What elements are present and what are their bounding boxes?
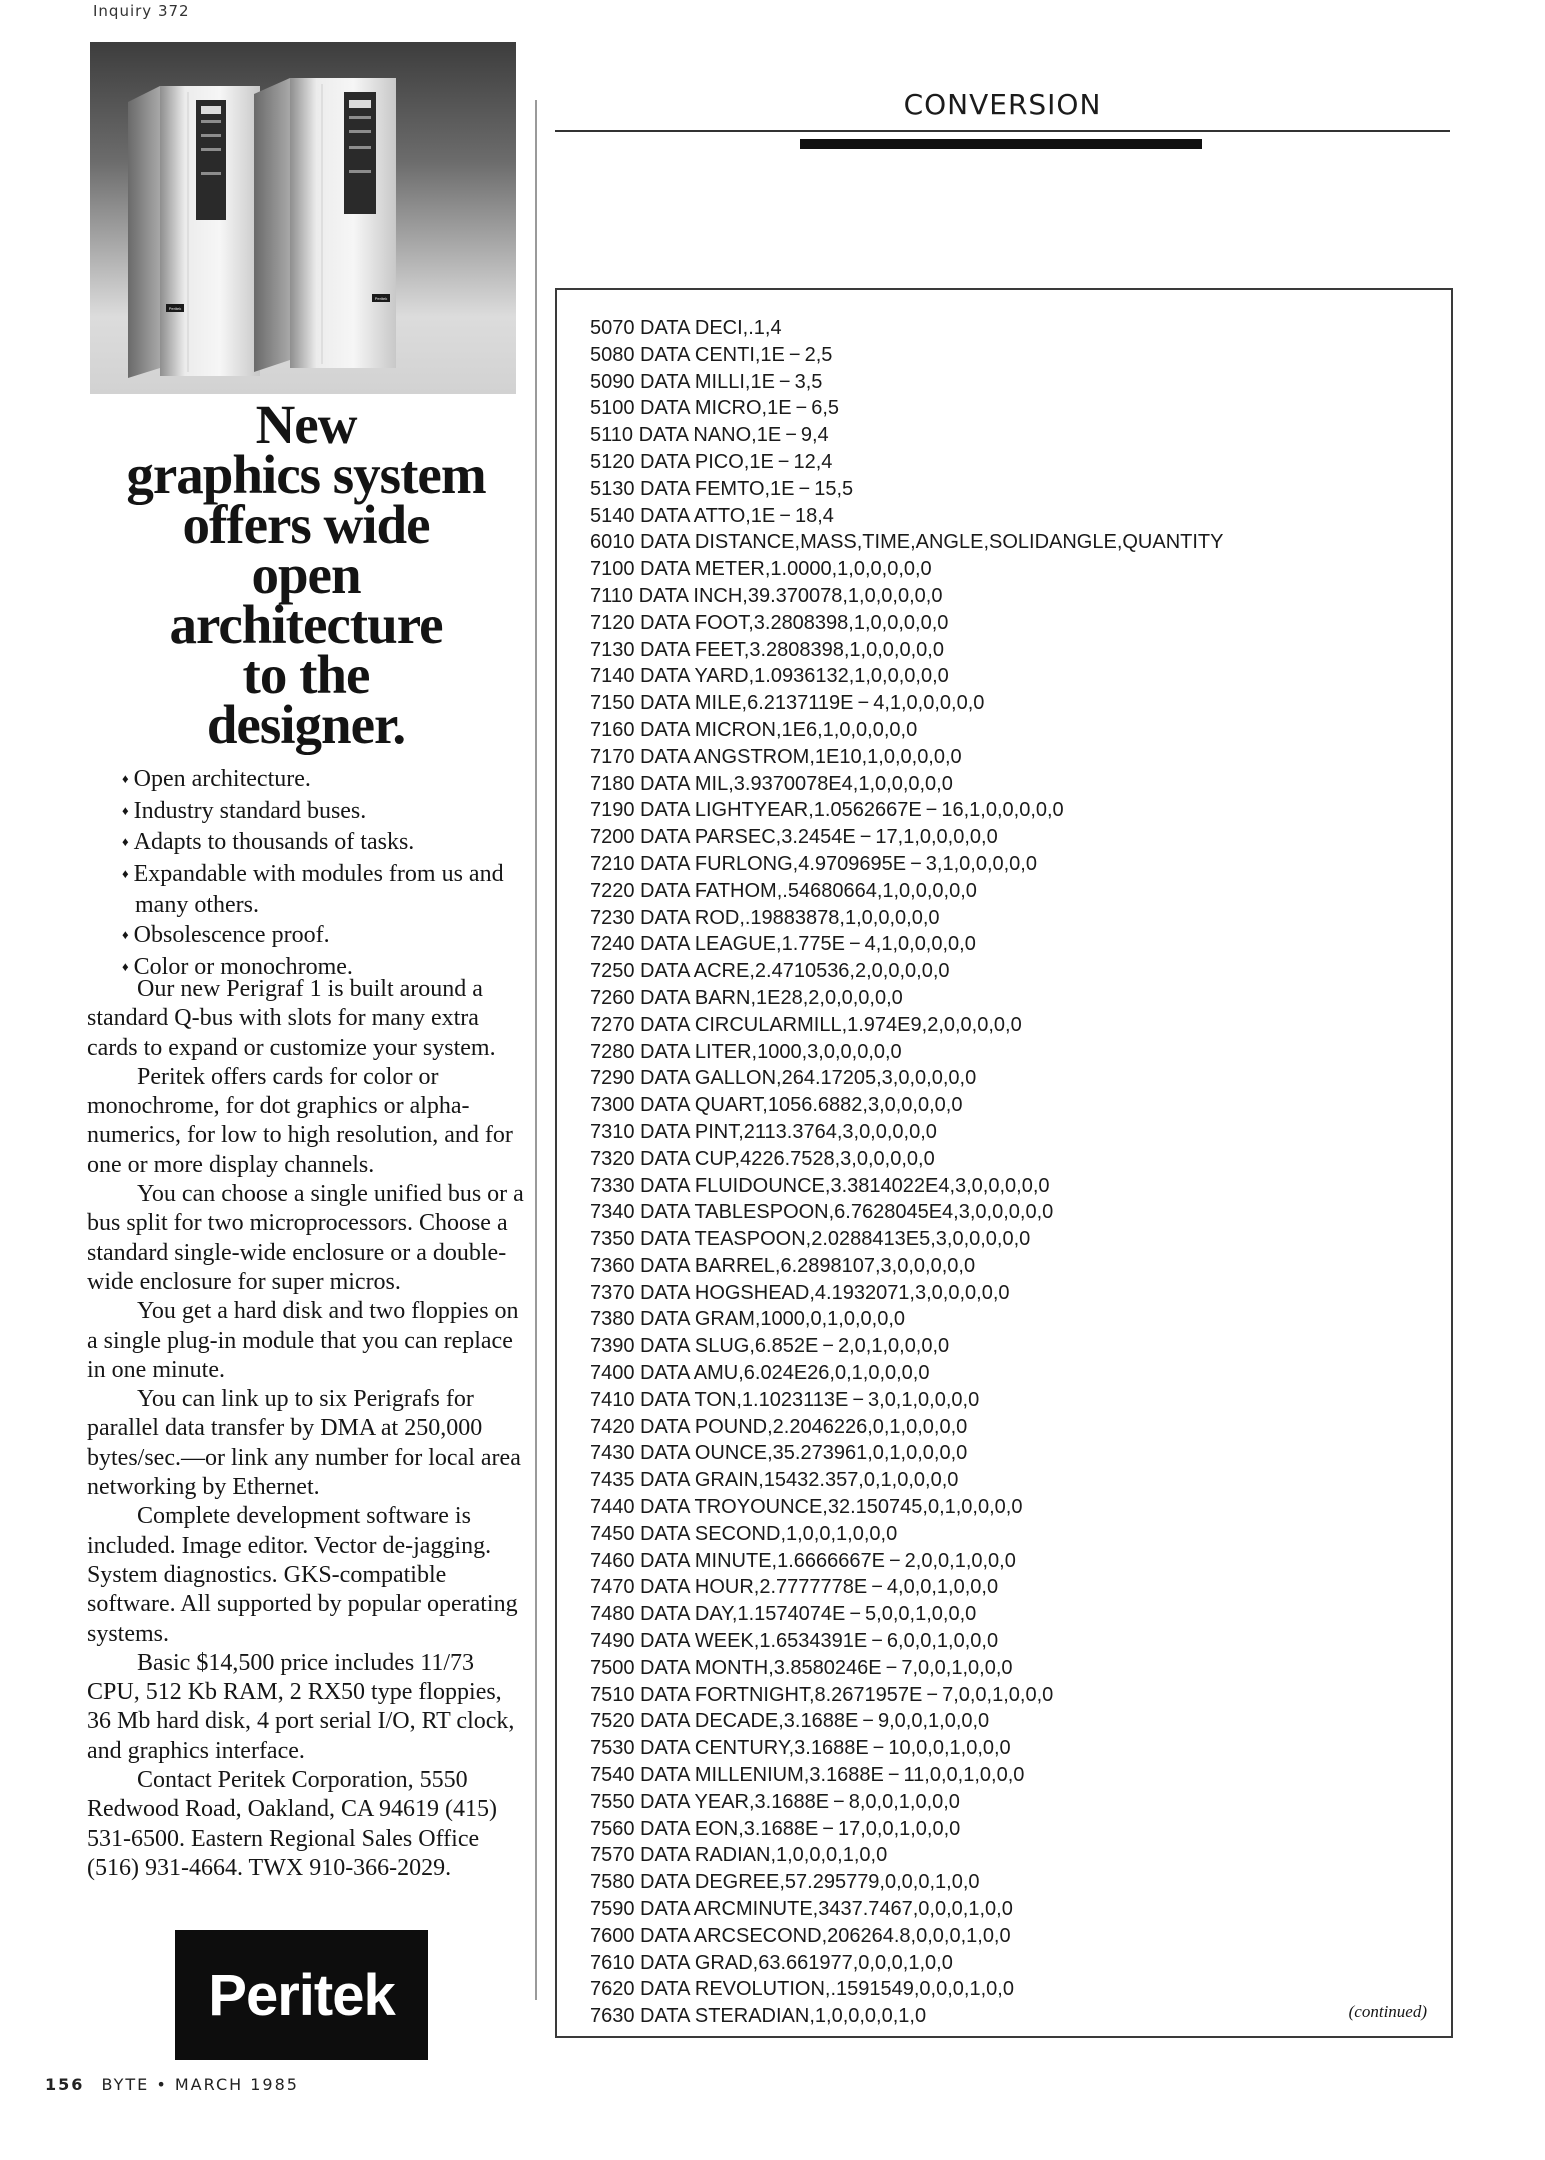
ad-headline: New graphics system offers wide open architecture to the designer. [126, 394, 486, 755]
publication-line: BYTE • MARCH 1985 [101, 2075, 299, 2094]
listing-line: 7340 DATA TABLESPOON,6.7628045E4,3,0,0,0,0,0 [590, 1201, 1054, 1224]
listing-line: 5070 DATA DECI,.1,4 [590, 317, 782, 339]
body-paragraph: Basic $14,500 price includes 11/73 CPU, 512 Kb RAM, 2 RX50 type floppies, 36 Mb hard disk, 4 port serial I/O, RT clock, and graphics interface. [87, 1649, 515, 1764]
listing-line: 7320 DATA CUP,4226.7528,3,0,0,0,0,0 [590, 1147, 935, 1170]
listing-line: 7420 DATA POUND,2.2046226,0,1,0,0,0,0 [590, 1415, 968, 1438]
listing-line: 7540 DATA MILLENIUM,3.1688E − 11,0,0,1,0,0,0 [590, 1764, 1025, 1787]
body-paragraph: You can choose a single unified bus or a bus split for two microprocessors. Choose a standard single-wide enclosure or a double-wide enclosure for super micros. [87, 1181, 524, 1295]
listing-line: 7510 DATA FORTNIGHT,8.2671957E − 7,0,0,1,0,0,0 [590, 1683, 1054, 1706]
listing-line: 7210 DATA FURLONG,4.9709695E − 3,1,0,0,0,0,0 [590, 852, 1037, 875]
page-number: 156 [45, 2075, 85, 2094]
feature-item: ♦ Adapts to thousands of tasks. [122, 828, 532, 860]
listing-line: 7300 DATA QUART,1056.6882,3,0,0,0,0,0 [590, 1094, 963, 1117]
listing-line: 5110 DATA NANO,1E − 9,4 [590, 424, 829, 447]
listing-line: 7370 DATA HOGSHEAD,4.1932071,3,0,0,0,0,0 [590, 1281, 1010, 1304]
svg-text:Peritek: Peritek [374, 296, 388, 301]
listing-line: 7190 DATA LIGHTYEAR,1.0562667E − 16,1,0,0,0,0,0 [590, 799, 1064, 822]
listing-line: 7480 DATA DAY,1.1574074E − 5,0,0,1,0,0,0 [590, 1603, 977, 1626]
listing-line: 7280 DATA LITER,1000,3,0,0,0,0,0 [590, 1040, 902, 1063]
listing-line: 7110 DATA INCH,39.370078,1,0,0,0,0,0 [590, 584, 943, 607]
listing-line: 7260 DATA BARN,1E28,2,0,0,0,0,0 [590, 986, 903, 1009]
listing-line: 5120 DATA PICO,1E − 12,4 [590, 450, 833, 473]
body-paragraph: You can link up to six Perigrafs for parallel data transfer by DMA at 250,000 bytes/sec.—or link any number for local area networking by Ethernet. [87, 1386, 521, 1501]
listing-line: 7570 DATA RADIAN,1,0,0,0,1,0,0 [590, 1844, 888, 1867]
body-paragraph: You get a hard disk and two floppies on a single plug-in module that you can replace in one minute. [87, 1298, 519, 1383]
listing-line: 5090 DATA MILLI,1E − 3,5 [590, 370, 823, 393]
listing-line: 7450 DATA SECOND,1,0,0,1,0,0,0 [590, 1522, 898, 1545]
listing-line: 7330 DATA FLUIDOUNCE,3.3814022E4,3,0,0,0,0,0 [590, 1174, 1050, 1197]
inquiry-number: Inquiry 372 [93, 2, 190, 20]
listing-line: 7530 DATA CENTURY,3.1688E − 10,0,0,1,0,0,0 [590, 1737, 1011, 1760]
listing-line: 7580 DATA DEGREE,57.295779,0,0,0,1,0,0 [590, 1871, 980, 1894]
ad-body-copy [87, 975, 527, 1883]
listing-line: 7560 DATA EON,3.1688E − 17,0,0,1,0,0,0 [590, 1817, 961, 1840]
page-footer [45, 2075, 299, 2094]
feature-item: ♦ Industry standard buses. [122, 797, 532, 829]
listing-line: 7520 DATA DECADE,3.1688E − 9,0,0,1,0,0,0 [590, 1710, 990, 1733]
program-listing [555, 288, 1453, 2038]
title-bar [800, 139, 1202, 149]
body-paragraph: Peritek offers cards for color or monochrome, for dot graphics or alpha-numerics, for low to high resolution, and for one or more display channels. [87, 1063, 513, 1178]
feature-item: ♦ Expandable with modules from us and many others. [122, 860, 532, 921]
column-divider [535, 100, 537, 2000]
listing-line: 7400 DATA AMU,6.024E26,0,1,0,0,0,0 [590, 1362, 930, 1385]
listing-line: 7150 DATA MILE,6.2137119E − 4,1,0,0,0,0,0 [590, 692, 985, 715]
listing-line: 7470 DATA HOUR,2.7777778E − 4,0,0,1,0,0,0 [590, 1576, 999, 1599]
title-rule [555, 130, 1450, 132]
listing-line: 7390 DATA SLUG,6.852E − 2,0,1,0,0,0,0 [590, 1335, 950, 1358]
feature-list [122, 765, 532, 984]
left-enclosure [128, 86, 260, 378]
listing-line: 7130 DATA FEET,3.2808398,1,0,0,0,0,0 [590, 638, 944, 661]
listing-line: 7380 DATA GRAM,1000,0,1,0,0,0,0 [590, 1308, 905, 1331]
listing-line: 7350 DATA TEASPOON,2.0288413E5,3,0,0,0,0,0 [590, 1228, 1031, 1251]
listing-line: 7600 DATA ARCSECOND,206264.8,0,0,0,1,0,0 [590, 1924, 1011, 1947]
listing-line: 7430 DATA OUNCE,35.273961,0,1,0,0,0,0 [590, 1442, 968, 1465]
listing-line: 7170 DATA ANGSTROM,1E10,1,0,0,0,0,0 [590, 745, 962, 768]
listing-lines [590, 315, 1224, 2030]
body-paragraph: Our new Perigraf 1 is built around a standard Q-bus with slots for many extra cards to expand or customize your system. [87, 976, 496, 1061]
listing-line: 7440 DATA TROYOUNCE,32.150745,0,1,0,0,0,0 [590, 1496, 1023, 1519]
listing-line: 7290 DATA GALLON,264.17205,3,0,0,0,0,0 [590, 1067, 977, 1090]
listing-line: 7360 DATA BARREL,6.2898107,3,0,0,0,0,0 [590, 1254, 976, 1277]
peritek-logo: Peritek [175, 1930, 428, 2060]
listing-line: 7435 DATA GRAIN,15432.357,0,1,0,0,0,0 [590, 1469, 959, 1492]
product-photo [90, 42, 516, 394]
listing-line: 5140 DATA ATTO,1E − 18,4 [590, 504, 834, 527]
listing-line: 6010 DATA DISTANCE,MASS,TIME,ANGLE,SOLIDANGLE,QUANTITY [590, 531, 1224, 554]
listing-line: 7620 DATA REVOLUTION,.1591549,0,0,0,1,0,0 [590, 1978, 1014, 2001]
listing-line: 7220 DATA FATHOM,.54680664,1,0,0,0,0,0 [590, 879, 977, 902]
listing-line: 7270 DATA CIRCULARMILL,1.974E9,2,0,0,0,0,0 [590, 1013, 1022, 1036]
listing-line: 7500 DATA MONTH,3.8580246E − 7,0,0,1,0,0,0 [590, 1656, 1013, 1679]
listing-line: 5100 DATA MICRO,1E − 6,5 [590, 397, 840, 420]
feature-item: ♦ Color or monochrome. [122, 953, 532, 985]
listing-line: 7460 DATA MINUTE,1.6666667E − 2,0,0,1,0,0,0 [590, 1549, 1016, 1572]
listing-line: 7120 DATA FOOT,3.2808398,1,0,0,0,0,0 [590, 611, 949, 634]
listing-line: 7180 DATA MIL,3.9370078E4,1,0,0,0,0,0 [590, 772, 953, 795]
listing-line: 7550 DATA YEAR,3.1688E − 8,0,0,1,0,0,0 [590, 1790, 960, 1813]
continued-note: (continued) [1348, 2002, 1427, 2021]
listing-line: 7250 DATA ACRE,2.4710536,2,0,0,0,0,0 [590, 960, 950, 983]
feature-item: ♦ Obsolescence proof. [122, 921, 532, 953]
right-enclosure [254, 78, 396, 372]
listing-line: 7610 DATA GRAD,63.661977,0,0,0,1,0,0 [590, 1951, 953, 1974]
listing-line: 7100 DATA METER,1.0000,1,0,0,0,0,0 [590, 558, 932, 581]
body-paragraph: Contact Peritek Corporation, 5550 Redwood Road, Oakland, CA 94619 (415) 531-6500. Eastern Regional Sales Office (516) 931-4664. TWX 910-366-2029. [87, 1767, 497, 1881]
listing-line: 7230 DATA ROD,.19883878,1,0,0,0,0,0 [590, 906, 940, 929]
listing-line: 5080 DATA CENTI,1E − 2,5 [590, 343, 833, 366]
body-paragraph: Complete development software is included. Image editor. Vector de-jagging. System diagnostics. GKS-compatible software. All supported by popular operating systems. [87, 1503, 518, 1647]
listing-line: 7310 DATA PINT,2113.3764,3,0,0,0,0,0 [590, 1120, 937, 1143]
svg-text:Peritek: Peritek [168, 306, 182, 311]
listing-line: 7140 DATA YARD,1.0936132,1,0,0,0,0,0 [590, 665, 949, 688]
listing-line: 7160 DATA MICRON,1E6,1,0,0,0,0,0 [590, 718, 918, 741]
listing-line: 7630 DATA STERADIAN,1,0,0,0,0,1,0 [590, 2005, 927, 2028]
listing-line: 7490 DATA WEEK,1.6534391E − 6,0,0,1,0,0,0 [590, 1630, 999, 1653]
listing-line: 5130 DATA FEMTO,1E − 15,5 [590, 477, 854, 500]
section-title: CONVERSION [903, 88, 1102, 121]
feature-item: ♦ Open architecture. [122, 765, 532, 797]
listing-line: 7240 DATA LEAGUE,1.775E − 4,1,0,0,0,0,0 [590, 933, 976, 956]
listing-line: 7200 DATA PARSEC,3.2454E − 17,1,0,0,0,0,0 [590, 826, 998, 849]
listing-line: 7590 DATA ARCMINUTE,3437.7467,0,0,0,1,0,0 [590, 1898, 1013, 1921]
listing-line: 7410 DATA TON,1.1023113E − 3,0,1,0,0,0,0 [590, 1388, 980, 1411]
